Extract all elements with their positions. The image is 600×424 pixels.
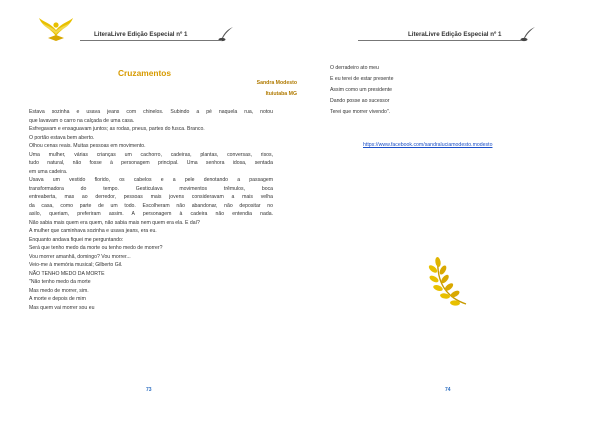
paragraph-line: que lavavam o carro na calçada de uma casa. bbox=[29, 117, 135, 124]
poem-continuation bbox=[330, 63, 393, 118]
paragraph-line: transformadora do tempo. Gesticulava movimentos trêmulos, boca bbox=[29, 185, 273, 192]
paragraph-line: da casa, como parte de um todo. Escolheram não abandonar, não depositar no bbox=[29, 202, 273, 209]
right-page bbox=[300, 0, 600, 424]
paragraph-line: Será que tenho medo da morte ou tenho medo de morrer? bbox=[29, 245, 163, 251]
paragraph-line: "Não tenho medo da morte bbox=[29, 279, 91, 285]
header-title: LiteraLivre Edição Especial nº 1 bbox=[94, 31, 188, 38]
paragraph-line: Mas medo de morrer, sim. bbox=[29, 287, 89, 294]
winged-book-icon bbox=[38, 14, 74, 42]
article-title: Cruzamentos bbox=[118, 68, 172, 78]
paragraph-line: A morte e depois de mim bbox=[29, 296, 86, 302]
paragraph-line: NÃO TENHO MEDO DA MORTE bbox=[29, 270, 105, 277]
paragraph-line: em uma cadeira. bbox=[29, 168, 68, 175]
article-body bbox=[29, 108, 273, 312]
article-author: Sandra Modesto bbox=[256, 80, 297, 86]
poem-line: Dando posse ao sucessor bbox=[330, 98, 390, 104]
header-rule bbox=[80, 40, 222, 41]
paragraph-line: Não sabia mais quem era quem, não sabia mais nem quem era ela. E daí? bbox=[29, 219, 200, 226]
laurel-branch-icon bbox=[426, 252, 474, 308]
poem-line: E eu terei de estar presente bbox=[330, 76, 394, 82]
page-number: 74 bbox=[445, 387, 451, 393]
article-location: Ituiutaba MG bbox=[265, 91, 297, 97]
paragraph-line: Olhou cenas reais. Muitas pessoas em movimento. bbox=[29, 143, 146, 149]
paragraph-line: asilo, queriam, preferiram assim. A personagem à cadeira não entendia nada. bbox=[29, 211, 273, 217]
paragraph-line: Veio-me à memória musical; Gilberto Gil. bbox=[29, 262, 123, 268]
poem-line: Assim como um presidente bbox=[330, 87, 392, 93]
paragraph-line: Vou morrer amanhã, domingo? Vou morrer... bbox=[29, 253, 131, 260]
header-title: LiteraLivre Edição Especial nº 1 bbox=[408, 31, 502, 38]
facebook-link[interactable]: https://www.facebook.com/sandraluciamodesto.modesto bbox=[363, 142, 493, 148]
paragraph-line: O portão estava bem aberto. bbox=[29, 134, 95, 141]
poem-line: Terei que morrer vivendo". bbox=[330, 109, 391, 115]
page-number: 73 bbox=[146, 387, 152, 393]
paragraph-line: tudo natural, não fosse à personagem principal. Uma senhora idosa, sentada bbox=[29, 160, 273, 166]
paragraph-line: Esfregavam e enxaguavam juntos; as rodas, pneus, partes do fusca. Branco. bbox=[29, 126, 205, 132]
paragraph-line: Enquanto andava fiquei me perguntando: bbox=[29, 236, 124, 243]
paragraph-line: Estava sozinha e usava jeans com chinelos. Subindo a pé naquela rua, notou bbox=[29, 109, 273, 115]
paragraph-line: A mulher que caminhava sozinha e usava jeans, era eu. bbox=[29, 228, 157, 234]
paragraph-line: Mas quem vai morrer sou eu bbox=[29, 304, 95, 311]
paragraph-line: entreaberta, mas ao derredor, pessoas mais jovens consideravam a mais velha bbox=[29, 194, 273, 200]
paragraph-line: Uma mulher, várias crianças um cachorro, cadeiras, plantas, conversas, risos, bbox=[29, 151, 273, 158]
paragraph-line: Usava um vestido florido, os cabelos e a pele denotando a passagem bbox=[29, 177, 273, 183]
poem-line: O derradeiro ato meu bbox=[330, 65, 379, 71]
header-rule bbox=[358, 40, 522, 41]
